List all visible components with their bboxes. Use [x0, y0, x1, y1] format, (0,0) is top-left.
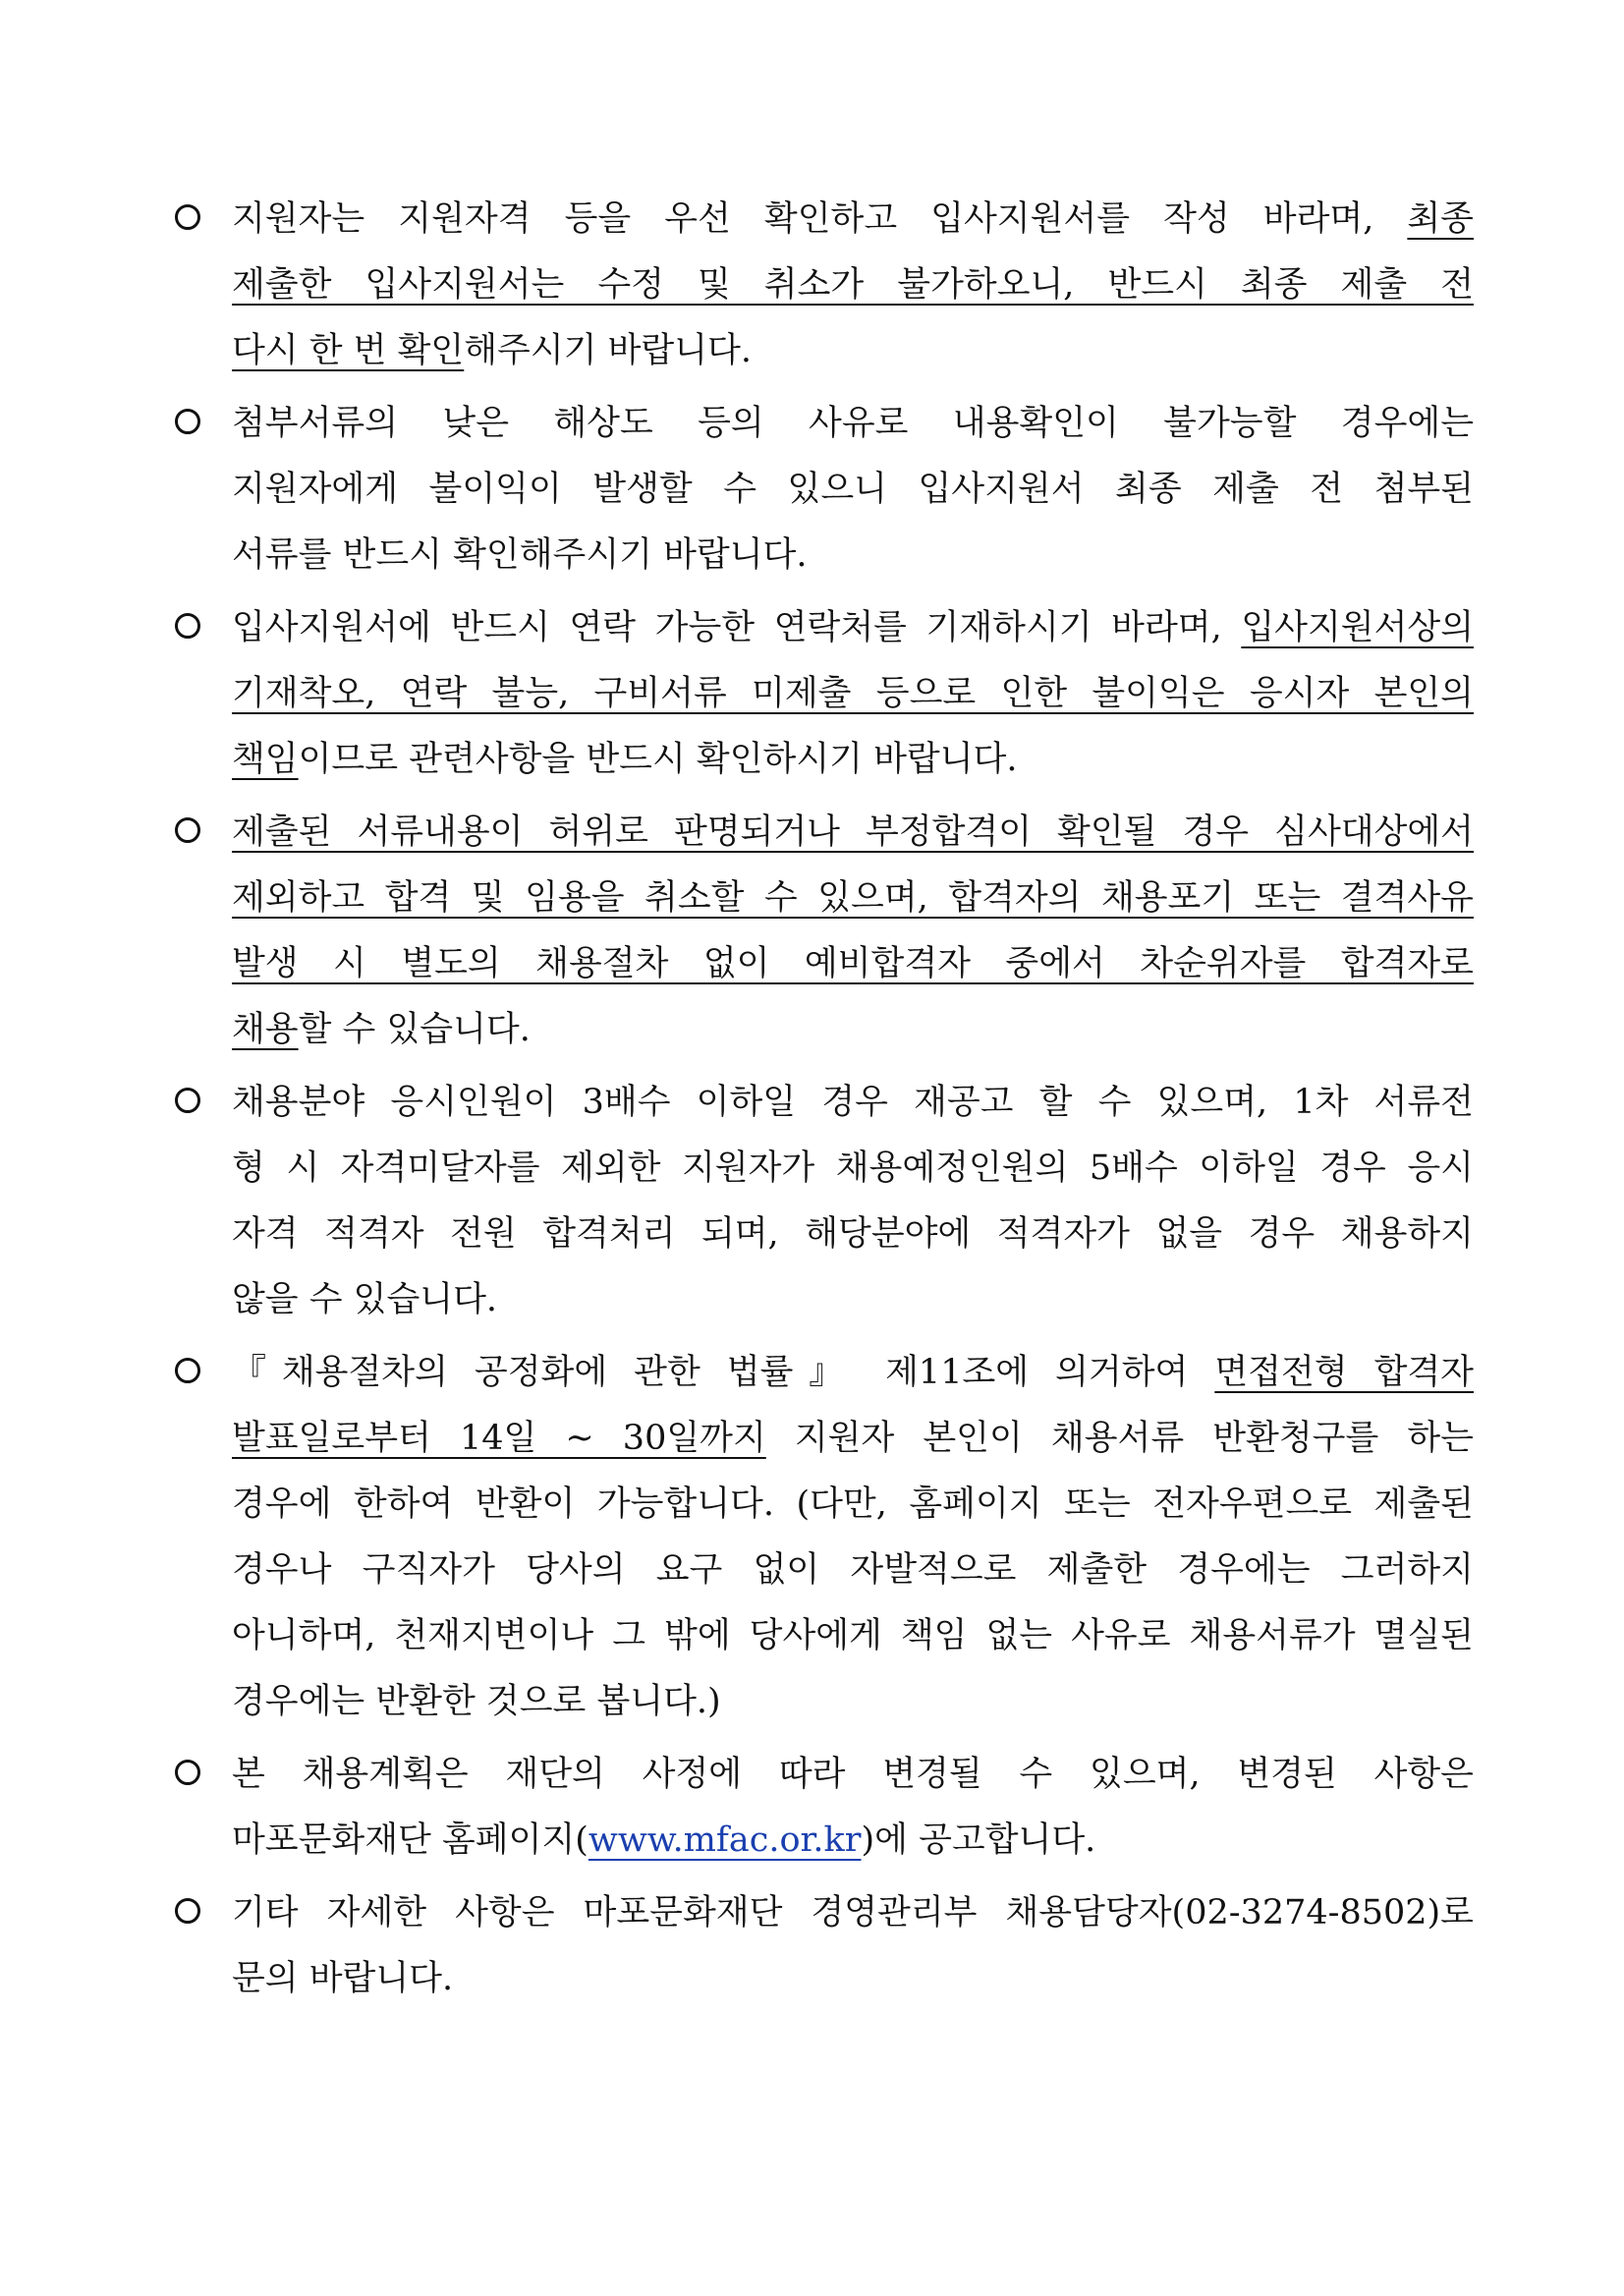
notice-text: 마포문화재단 홈페이지(: [232, 1820, 588, 1860]
circle-bullet-icon: [175, 613, 200, 639]
notice-text: 문의 바랍니다.: [232, 1959, 454, 1998]
notice-line: [232, 391, 1474, 457]
notice-text: 지원자 본인이 채용서류 반환청구를 하는: [765, 1419, 1474, 1458]
notice-text: 형 시 자격미달자를 제외한 지원자가 채용예정인원의 5배수 이하일 경우 응시: [232, 1148, 1474, 1188]
notice-text: 경우에는 반환한 것으로 봅니다.): [232, 1682, 721, 1721]
notice-line: [232, 1669, 1474, 1735]
notice-line: [232, 1202, 1474, 1267]
notice-line: [232, 1472, 1474, 1538]
notice-line: [232, 1603, 1474, 1669]
notice-text: 지원자에게 불이익이 발생할 수 있으니 입사지원서 최종 제출 전 첨부된: [232, 470, 1474, 509]
notice-line: [232, 318, 1474, 384]
notice-line: [232, 252, 1474, 318]
notice-list: [167, 187, 1474, 2019]
underlined-text: 제출된 서류내용이 허위로 판명되거나 부정합격이 확인될 경우 심사대상에서: [232, 812, 1474, 852]
notice-line: [232, 1070, 1474, 1136]
notice-line: [232, 1808, 1474, 1874]
circle-bullet-icon: [175, 204, 200, 230]
notice-item: [167, 187, 1474, 384]
circle-bullet-icon: [175, 1898, 200, 1924]
notice-line: [232, 1538, 1474, 1603]
notice-line: [232, 1136, 1474, 1202]
notice-item: [167, 595, 1474, 793]
underlined-text: 발생 시 별도의 채용절차 없이 예비합격자 중에서 차순위자를 합격자로: [232, 944, 1474, 983]
underlined-text: 제외하고 합격 및 임용을 취소할 수 있으며, 합격자의 채용포기 또는 결격사유: [232, 878, 1474, 918]
notice-text: 입사지원서에 반드시 연락 가능한 연락처를 기재하시기 바라며,: [232, 608, 1242, 647]
notice-item: [167, 391, 1474, 588]
notice-item: [167, 1340, 1474, 1735]
notice-item: [167, 800, 1474, 1063]
circle-bullet-icon: [175, 1088, 200, 1113]
notice-line: [232, 187, 1474, 252]
notice-text: 지원자는 지원자격 등을 우선 확인하고 입사지원서를 작성 바라며,: [232, 199, 1408, 239]
notice-line: [232, 1340, 1474, 1406]
notice-line: [232, 595, 1474, 661]
notice-text: 『채용절차의 공정화에 관한 법률』 제11조에 의거하여: [232, 1353, 1215, 1392]
notice-text: 자격 적격자 전원 합격처리 되며, 해당분야에 적격자가 없을 경우 채용하지: [232, 1214, 1474, 1254]
notice-line: [232, 866, 1474, 931]
notice-line: [232, 661, 1474, 727]
circle-bullet-icon: [175, 1358, 200, 1383]
notice-item: [167, 1742, 1474, 1874]
notice-text: 않을 수 있습니다.: [232, 1280, 498, 1319]
notice-line: [232, 523, 1474, 588]
underlined-text: 다시 한 번 확인: [232, 331, 465, 370]
notice-text: 해주시기 바랍니다.: [464, 331, 752, 370]
notice-text: 서류를 반드시 확인해주시기 바랍니다.: [232, 535, 808, 575]
notice-line: [232, 1946, 1474, 2012]
circle-bullet-icon: [175, 409, 200, 434]
notice-item: [167, 1880, 1474, 2012]
notice-line: [232, 1742, 1474, 1808]
notice-text: 이므로 관련사항을 반드시 확인하시기 바랍니다.: [298, 740, 1018, 779]
notice-text: 기타 자세한 사항은 마포문화재단 경영관리부 채용담당자(02-3274-8502)로: [232, 1893, 1474, 1932]
notice-item: [167, 1070, 1474, 1333]
notice-line: [232, 1267, 1474, 1333]
notice-text: 첨부서류의 낮은 해상도 등의 사유로 내용확인이 불가능할 경우에는: [232, 404, 1474, 443]
underlined-text: 발표일로부터 14일 ~ 30일까지: [232, 1419, 766, 1458]
website-link[interactable]: www.mfac.or.kr: [588, 1820, 862, 1860]
notice-text: )에 공고합니다.: [861, 1820, 1096, 1860]
notice-line: [232, 1406, 1474, 1472]
notice-line: [232, 931, 1474, 997]
notice-text: 본 채용계획은 재단의 사정에 따라 변경될 수 있으며, 변경된 사항은: [232, 1755, 1474, 1794]
underlined-text: 면접전형 합격자: [1214, 1353, 1474, 1392]
underlined-text: 입사지원서상의: [1241, 608, 1474, 647]
notice-text: 경우에 한하여 반환이 가능합니다. (다만, 홈페이지 또는 전자우편으로 제출된: [232, 1484, 1474, 1524]
underlined-text: 제출한 입사지원서는 수정 및 취소가 불가하오니, 반드시 최종 제출 전: [232, 265, 1474, 305]
notice-text: 할 수 있습니다.: [298, 1010, 531, 1049]
circle-bullet-icon: [175, 817, 200, 843]
notice-text: 채용분야 응시인원이 3배수 이하일 경우 재공고 할 수 있으며, 1차 서류전: [232, 1083, 1474, 1122]
underlined-text: 기재착오, 연락 불능, 구비서류 미제출 등으로 인한 불이익은 응시자 본인의: [232, 674, 1474, 713]
circle-bullet-icon: [175, 1760, 200, 1785]
notice-text: 경우나 구직자가 당사의 요구 없이 자발적으로 제출한 경우에는 그러하지: [232, 1550, 1474, 1590]
notice-line: [232, 800, 1474, 866]
notice-line: [232, 997, 1474, 1063]
notice-line: [232, 727, 1474, 793]
notice-text: 아니하며, 천재지변이나 그 밖에 당사에게 책임 없는 사유로 채용서류가 멸실된: [232, 1616, 1474, 1655]
underlined-text: 최종: [1407, 199, 1474, 239]
notice-line: [232, 1880, 1474, 1946]
underlined-text: 채용: [232, 1010, 299, 1049]
underlined-text: 책임: [232, 740, 299, 779]
notice-line: [232, 457, 1474, 523]
